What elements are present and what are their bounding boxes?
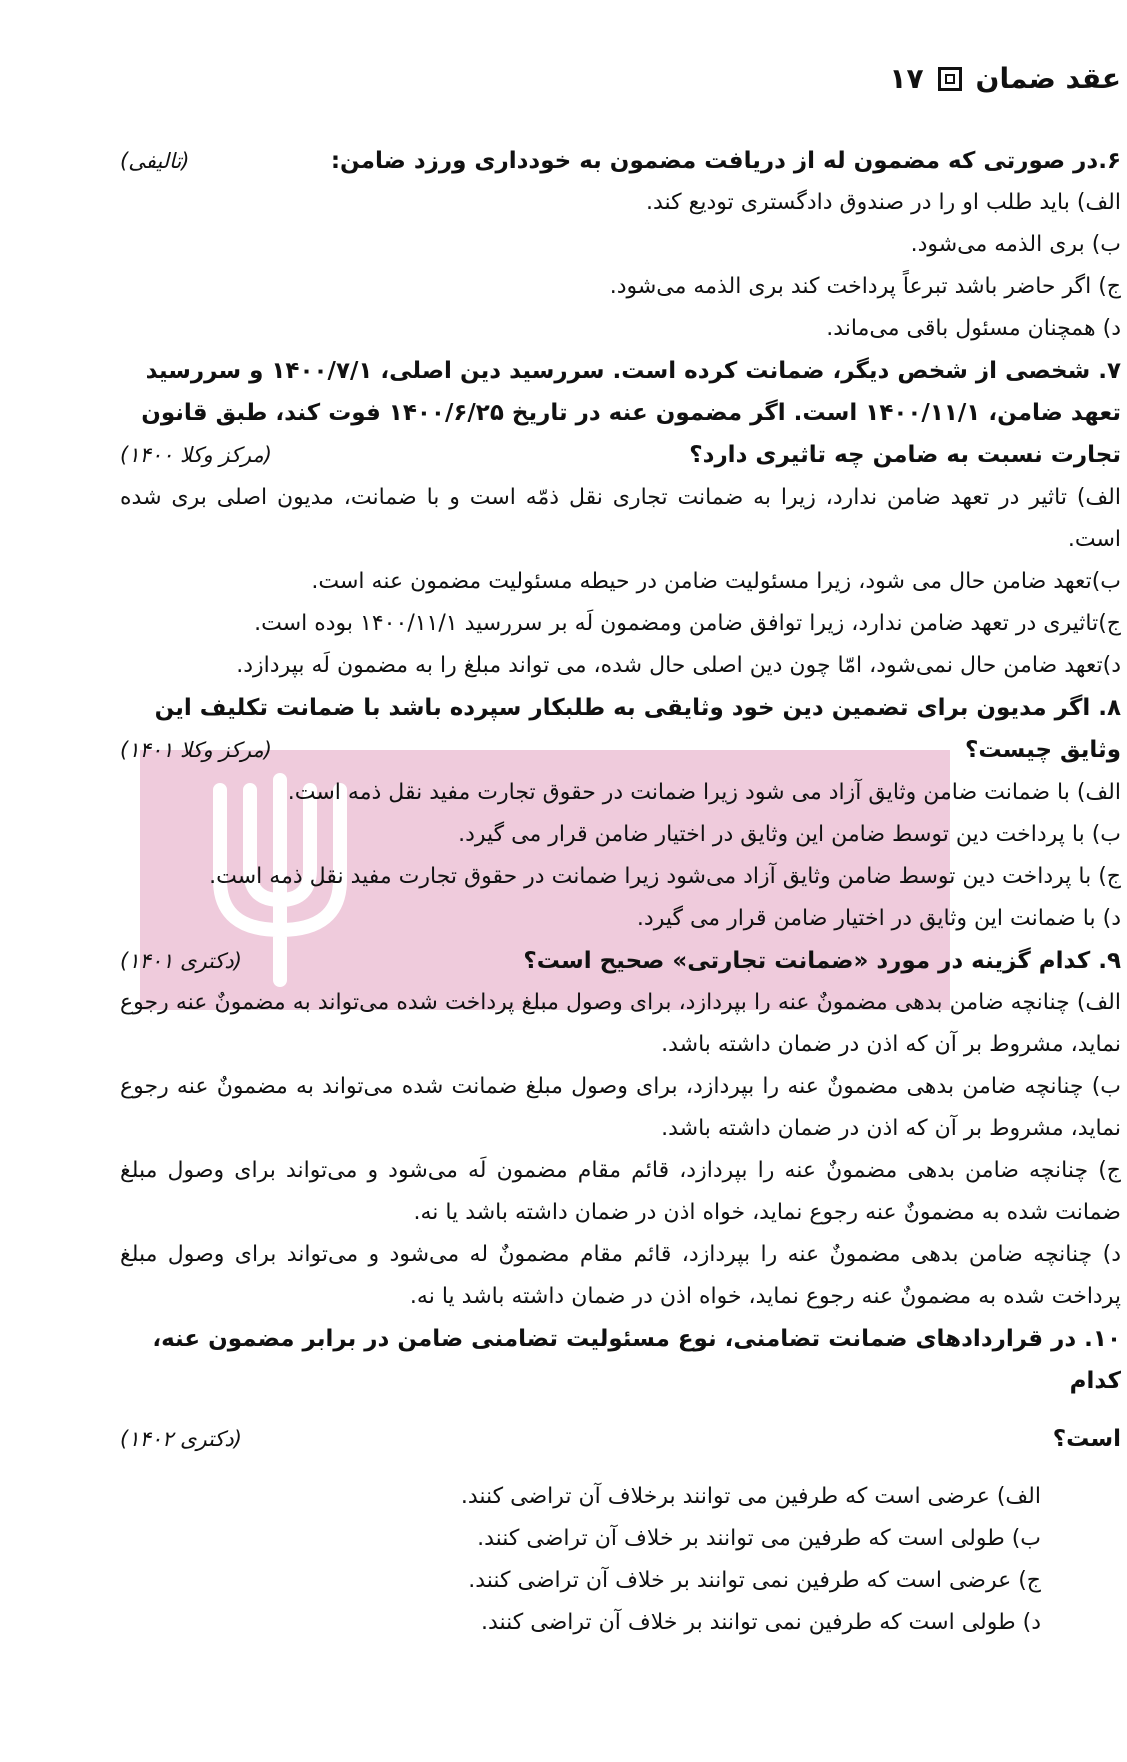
question-source: (مرکز وکلا ۱۴۰۱) xyxy=(120,738,272,762)
option: ج) با پرداخت دین توسط ضامن وثایق آزاد می‌شود زیرا ضمانت در حقوق تجارت مفید نقل ذمه است. xyxy=(209,864,1121,889)
question-source: (مرکز وکلا ۱۴۰۰) xyxy=(120,443,272,467)
option: الف) تاثیر در تعهد ضامن ندارد، زیرا به ضمانت تجاری نقل ذمّه است و با ضمانت، مدیون اصلی بری شده است. xyxy=(120,485,1121,552)
option: د) همچنان مسئول باقی می‌ماند. xyxy=(826,316,1121,341)
option: ج) چنانچه ضامن بدهی مضمونٌ عنه را بپردازد، قائم مقام مضمون لَه می‌شود و می‌تواند برای وصول مبلغ ضمانت شده به مضمونٌ عنه رجوع نماید، خواه اذن در ضمان داشته باشد یا نه. xyxy=(120,1158,1121,1225)
question-stem: ۸. اگر مدیون برای تضمین دین خود وثایقی به طلبکار سپرده باشد با ضمانت تکلیف این وثایق چیست؟ xyxy=(154,695,1121,763)
chapter-title: عقد ضمان xyxy=(975,62,1121,95)
question-stem: ۱۰. در قراردادهای ضمانت تضامنی، نوع مسئولیت تضامنی ضامن در برابر مضمون عنه، کدام xyxy=(152,1326,1121,1394)
question-10 xyxy=(120,1318,1121,1644)
option: ب) چنانچه ضامن بدهی مضمونٌ عنه را بپردازد، برای وصول مبلغ ضمانت شده می‌تواند به مضمونٌ عنه رجوع نماید، مشروط بر آن که اذن در ضمان داشته باشد. xyxy=(120,1074,1121,1141)
question-source: (دکتری ۱۴۰۲) xyxy=(120,1427,242,1451)
question-9 xyxy=(120,940,1121,1318)
option: ب) با پرداخت دین توسط ضامن این وثایق در اختیار ضامن قرار می گیرد. xyxy=(458,822,1121,847)
page-header xyxy=(889,62,1121,95)
option: د) با ضمانت این وثایق در اختیار ضامن قرار می گیرد. xyxy=(636,906,1121,931)
question-stem: ۶.در صورتی که مضمون له از دریافت مضمون به خودداری ورزد ضامن: xyxy=(330,148,1121,174)
option: ج) اگر حاضر باشد تبرعاً پرداخت کند بری الذمه می‌شود. xyxy=(609,274,1121,299)
question-stem: ۹. کدام گزینه در مورد «ضمانت تجارتی» صحیح است؟ xyxy=(523,948,1121,974)
question-stem-end: است؟ xyxy=(1052,1426,1121,1452)
square-ornament-icon xyxy=(938,67,962,91)
option: د) چنانچه ضامن بدهی مضمونٌ عنه را بپردازد، قائم مقام مضمونٌ له می‌شود و می‌تواند برای وصول مبلغ پرداخت شده به مضمونٌ عنه رجوع نماید، خواه اذن در ضمان داشته باشد یا نه. xyxy=(120,1242,1121,1309)
option: ب)تعهد ضامن حال می شود، زیرا مسئولیت ضامن در حیطه مسئولیت مضمون عنه است. xyxy=(311,569,1121,594)
question-7 xyxy=(120,350,1121,687)
option: ب) بری الذمه می‌شود. xyxy=(910,232,1121,257)
question-source: (دکتری ۱۴۰۱) xyxy=(120,949,242,973)
questions-content xyxy=(120,140,1121,1644)
question-stem: ۷. شخصی از شخص دیگر، ضمانت کرده است. سررسید دین اصلی، ۱۴۰۰/۷/۱ و سررسید تعهد ضامن، ۱۴۰۰/۱۱/۱ است. اگر مضمون عنه در تاریخ ۱۴۰۰/۶/۲۵ فوت کند، طبق قانون تجارت نسبت به ضامن چه تاثیری دارد؟ xyxy=(141,358,1121,468)
option: الف) چنانچه ضامن بدهی مضمونٌ عنه را بپردازد، برای وصول مبلغ پرداخت شده می‌تواند به مضمونٌ عنه رجوع نماید، مشروط بر آن که اذن در ضمان داشته باشد. xyxy=(120,990,1121,1057)
option: ج) عرضی است که طرفین نمی توانند بر خلاف آن تراضی کنند. xyxy=(468,1568,1041,1593)
option: الف) عرضی است که طرفین می توانند برخلاف آن تراضی کنند. xyxy=(460,1484,1041,1509)
page-number: ۱۷ xyxy=(889,62,924,95)
option: ب) طولی است که طرفین می توانند بر خلاف آن تراضی کنند. xyxy=(477,1526,1041,1551)
option: الف) باید طلب او را در صندوق دادگستری تودیع کند. xyxy=(645,190,1121,215)
option: الف) با ضمانت ضامن وثایق آزاد می شود زیرا ضمانت در حقوق تجارت مفید نقل ذمه است. xyxy=(287,780,1121,805)
question-6 xyxy=(120,140,1121,350)
option: د) طولی است که طرفین نمی توانند بر خلاف آن تراضی کنند. xyxy=(480,1610,1041,1635)
option: د)تعهد ضامن حال نمی‌شود، امّا چون دین اصلی حال شده، می تواند مبلغ را به مضمون لَه بپردازد. xyxy=(236,653,1121,678)
question-source: (تالیفی) xyxy=(120,149,190,173)
option: ج)تاثیری در تعهد ضامن ندارد، زیرا توافق ضامن ومضمون لَه بر سررسید ۱۴۰۰/۱۱/۱ بوده است. xyxy=(254,611,1121,636)
question-8 xyxy=(120,687,1121,940)
